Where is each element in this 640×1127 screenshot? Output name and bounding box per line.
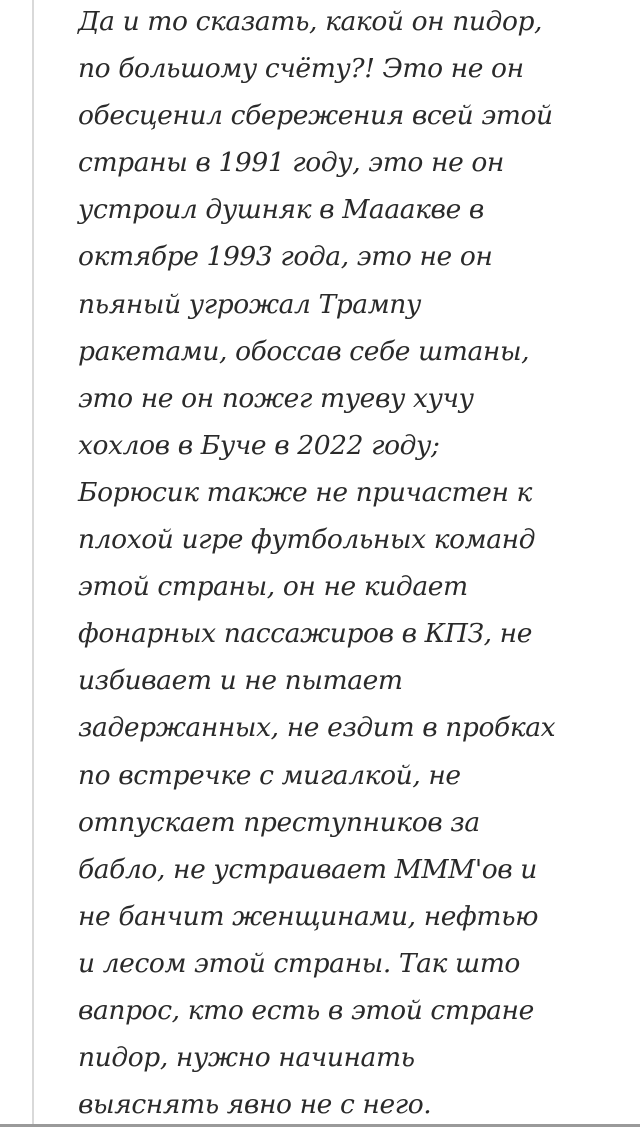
text-line: это не он пожег туеву хучу [78,382,474,414]
text-line: плохой игре футбольных команд [78,524,536,556]
text-line: бабло, не устраивает МММ'ов и [78,853,537,885]
text-line: пидор, нужно начинать [78,1042,415,1074]
text-line: отпускает преступников за [78,806,480,838]
text-line: по встречке с мигалкой, не [78,759,461,791]
text-line: выяснять явно не с него. [78,1089,432,1121]
text-line: задержанных, не ездит в пробках [78,712,556,744]
text-line: по большому счёту?! Это не он [78,53,524,85]
text-line: вапрос, кто есть в этой стране [78,994,534,1026]
text-line: пьяный угрожал Трампу [78,288,421,320]
text-line: этой страны, он не кидает [78,571,468,603]
text-line: устроил душняк в Мааакве в [78,194,484,226]
text-line: хохлов в Буче в 2022 году; [78,429,440,461]
text-line: фонарных пассажиров в КПЗ, не [78,618,532,650]
text-line: октябре 1993 года, это не он [78,241,493,273]
text-line: избивает и не пытает [78,665,403,697]
text-line: не банчит женщинами, нефтью [78,900,539,932]
quote-text-block [78,0,618,1127]
text-line: обесценил сбережения всей этой [78,100,553,132]
text-line: Борюсик также не причастен к [78,476,532,508]
text-line: ракетами, обоссав себе штаны, [78,335,530,367]
quote-left-border [32,0,34,1127]
text-line: страны в 1991 году, это не он [78,147,504,179]
text-line: Да и то сказать, какой он пидор, [78,6,543,37]
text-line: и лесом этой страны. Так што [78,947,520,979]
